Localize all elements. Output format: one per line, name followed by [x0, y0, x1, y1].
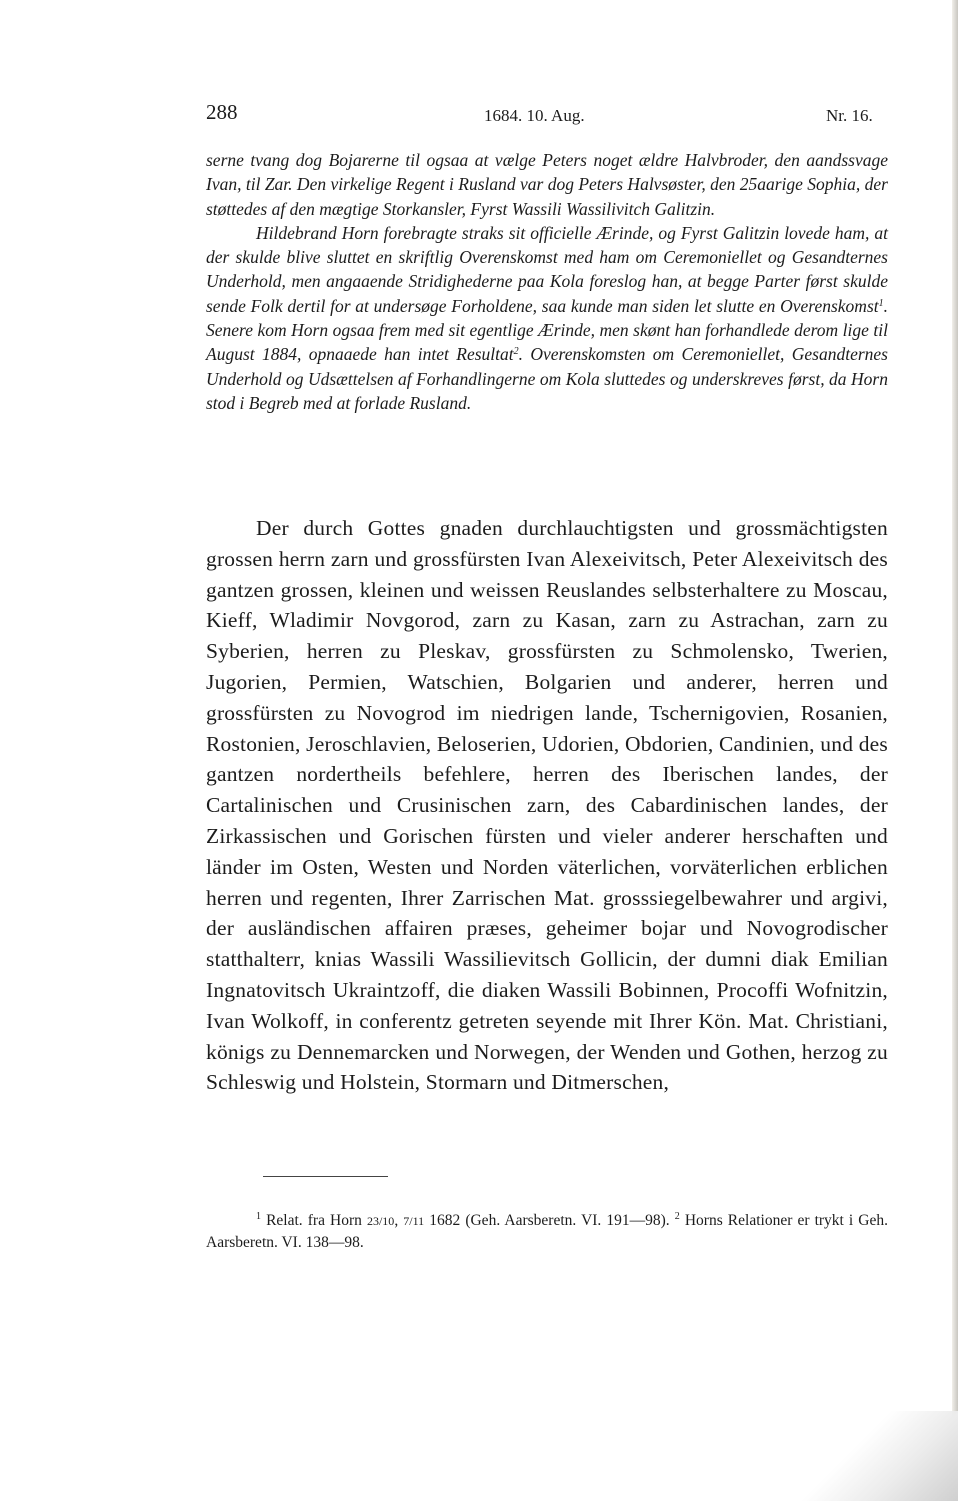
treaty-paragraph: Der durch Gottes gnaden durchlauchtigsten und grossmächtigsten grossen herrn zarn und grossfürsten Ivan Alexeivitsch, Peter Alexeivitsch des gantzen grossen, kleinen und weissen Reuslandes selbsterhaltere zu Moscau, Kieff, Wladimir Novgorod, zarn zu Kasan, zarn zu Astrachan, zarn zu Syberien, herren zu Pleskav, grossfürsten zu Schmolensko, Twerien, Jugorien, Permien, Watschien, Bolgarien und anderer, herren und grossfürsten zu Novogrod im niedrigen lande, Tschernigovien, Rosanien, Rostonien, Jeroschlavien, Beloserien, Udorien, Obdorien, Candinien, und des gantzen nordertheils befehlere, herren des Iberischen landes, der Cartalinischen und Crusinischen zarn, des Cabardinischen landes, der Zirkassischen und Gorischen fürsten und vieler anderer herschaften und länder im Osten, Westen und Norden väterlichen, vorväterlichen erblichen herren und regenten, Ihrer Zarrischen Mat. grosssiegelbewahrer und argivi, der ausländischen affairen præses, geheimer bojar und Novogrodischer statthalterr, knias Wassili Wassilievitsch Gollicin, der dumni diak Emilian Ingnatovitsch Ukraintzoff, die diaken Wassili Bobinnen, Procoffi Wofnitzin, Ivan Wolkoff, in conferentz getreten seyende mit Ihrer Kön. Mat. Christiani, königs zu Dennemarcken und Norwegen, der Wenden und Gothen, herzog zu Schleswig und Holstein, Stormarn und Ditmerschen,	[206, 516, 888, 1095]
footnote-paragraph: $^1$ Relat. fra Horn 23/10, 7/11 1682 (Geh. Aarsberetn. VI. 191—98). $^2$ Horns Relationer er trykt i Geh. Aarsberetn. VI. 138—98.	[206, 1211, 889, 1251]
footnote-date-2: 7/11	[403, 1214, 425, 1228]
footnote-divider	[263, 1176, 388, 1177]
intro-paragraph-1: serne tvang dog Bojarerne til ogsaa at vælge Peters noget ældre Halvbroder, den aandssvage Ivan, til Zar. Den virkelige Regent i Rusland var dog Peters Halvsøster, den 25aarige Sophia, der støttedes af den mægtige Storkansler, Fyrst Wassili Wassilivitch Galitzin.	[206, 150, 888, 219]
document-number: Nr. 16.	[826, 106, 873, 125]
footnote-mark-2: 2	[674, 1211, 680, 1222]
footnote-date-1: 23/10	[366, 1214, 395, 1228]
page-number: 288	[206, 100, 238, 124]
intro-paragraph-2: Hildebrand Horn forebragte straks sit officielle Ærinde, og Fyrst Galitzin lovede ham, at der skulde blive sluttet en skriftlig Overenskomst med ham om Ceremoniellet og Gesandternes Underhold, men angaaende Stridighederne paa Kola foreslog han, at begge Parter først skulde sende Folk dertil for at undersøge Forholdene, saa kunde man siden let slutte en Overenskomst$^1$. Senere kom Horn ogsaa frem med sit egentlige Ærinde, men skønt han forhandlede derom lige til August 1884, opnaaede han intet Resultat$^2$. Overenskomsten om Ceremoniellet, Gesandternes Underhold og Udsættelsen af Forhandlingerne om Kola sluttedes og underskreves først, da Horn stod i Begreb med at forlade Rusland.	[206, 222, 888, 413]
footnote-mark-1: 1	[256, 1211, 261, 1222]
footnotes	[206, 1210, 888, 1254]
footnote-ref-1: 1	[878, 297, 884, 309]
page-edge	[952, 0, 958, 1501]
header-date: 1684. 10. Aug.	[484, 106, 585, 125]
footnote-ref-2: 2	[513, 346, 519, 358]
running-header	[0, 100, 958, 134]
page-curl	[698, 1411, 958, 1501]
editorial-introduction	[206, 148, 888, 415]
treaty-text	[206, 513, 888, 1098]
